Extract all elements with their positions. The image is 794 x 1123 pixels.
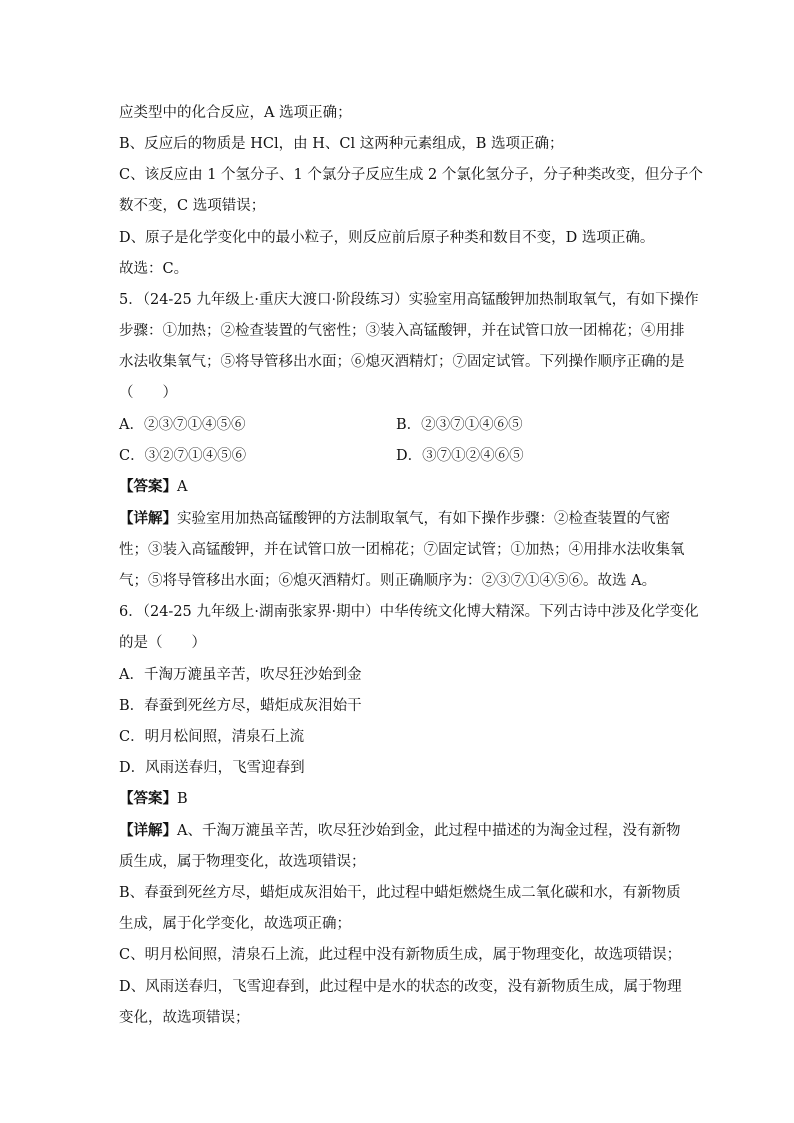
option-a: A．千淘万漉虽辛苦，吹尽狂沙始到金 — [119, 667, 362, 683]
question-5-stem: 水法收集氧气；⑤将导管移出水面；⑥熄灭酒精灯；⑦固定试管。下列操作顺序正确的是 — [119, 354, 685, 370]
option-c: C．③②⑦①④⑤⑥ — [119, 448, 247, 464]
text-line: 应类型中的化合反应，A 选项正确； — [119, 105, 352, 121]
detail-tag: 【详解】 — [119, 822, 177, 839]
detail-line: B、春蚕到死丝方尽，蜡炬成灰泪始干，此过程中蜡炬燃烧生成二氧化碳和水，有新物质 — [119, 885, 681, 901]
answer-tag: 【答案】 — [119, 790, 177, 807]
answer-tag: 【答案】 — [119, 478, 177, 495]
text-line: 故选：C。 — [119, 261, 189, 277]
option-b: B．春蚕到死丝方尽，蜡炬成灰泪始干 — [119, 698, 362, 714]
detail-tag: 【详解】 — [119, 510, 177, 527]
detail-line — [119, 821, 679, 841]
question-5-stem: 5．（24-25 九年级上·重庆大渡口·阶段练习）实验室用高锰酸钾加热制取氧气，有如下操作 — [119, 292, 699, 308]
detail-line — [119, 509, 679, 529]
detail-line: D、风雨送春归，飞雪迎春到，此过程中是水的状态的改变，没有新物质生成，属于物理 — [119, 979, 682, 995]
detail-line: 变化，故选项错误； — [119, 1010, 250, 1026]
answer-line — [119, 477, 679, 497]
option-d: D．③⑦①②④⑥⑤ — [396, 448, 524, 464]
question-5-stem: （ ） — [119, 385, 177, 401]
question-5-stem: 步骤：①加热；②检查装置的气密性；③装入高锰酸钾，并在试管口放一团棉花；④用排 — [119, 323, 685, 339]
answer-value: A — [177, 479, 188, 495]
option-d: D．风雨送春归，飞雪迎春到 — [119, 760, 305, 776]
option-a: A．②③⑦①④⑤⑥ — [119, 417, 246, 433]
text-line: C、该反应由 1 个氢分子、1 个氯分子反应生成 2 个氯化氢分子，分子种类改变，但分子个 — [119, 167, 703, 183]
option-b: B．②③⑦①④⑥⑤ — [396, 417, 523, 433]
question-6-stem: 的是（ ） — [119, 635, 206, 651]
answer-line — [119, 789, 679, 809]
detail-text: A、千淘万漉虽辛苦，吹尽狂沙始到金，此过程中描述的为淘金过程，没有新物 — [177, 823, 681, 839]
text-line: 数不变，C 选项错误； — [119, 198, 266, 214]
detail-line: 生成，属于化学变化，故选项正确； — [119, 916, 351, 932]
detail-line: 质生成，属于物理变化，故选项错误； — [119, 854, 366, 870]
option-c: C．明月松间照，清泉石上流 — [119, 729, 305, 745]
text-line: B、反应后的物质是 HCl，由 H、Cl 这两种元素组成，B 选项正确； — [119, 136, 564, 152]
detail-text: 实验室用加热高锰酸钾的方法制取氧气，有如下操作步骤：②检查装置的气密 — [177, 511, 670, 527]
detail-line: 气；⑤将导管移出水面；⑥熄灭酒精灯。则正确顺序为：②③⑦①④⑤⑥。故选 A。 — [119, 573, 657, 589]
text-line: D、原子是化学变化中的最小粒子，则反应前后原子种类和数目不变，D 选项正确。 — [119, 230, 655, 246]
detail-line: C、明月松间照，清泉石上流，此过程中没有新物质生成，属于物理变化，故选项错误； — [119, 947, 682, 963]
detail-line: 性；③装入高锰酸钾，并在试管口放一团棉花；⑦固定试管；①加热；④用排水法收集氧 — [119, 542, 685, 558]
question-6-stem: 6．（24-25 九年级上·湖南张家界·期中）中华传统文化博大精深。下列古诗中涉及化学变化 — [119, 604, 699, 620]
answer-value: B — [177, 791, 188, 807]
